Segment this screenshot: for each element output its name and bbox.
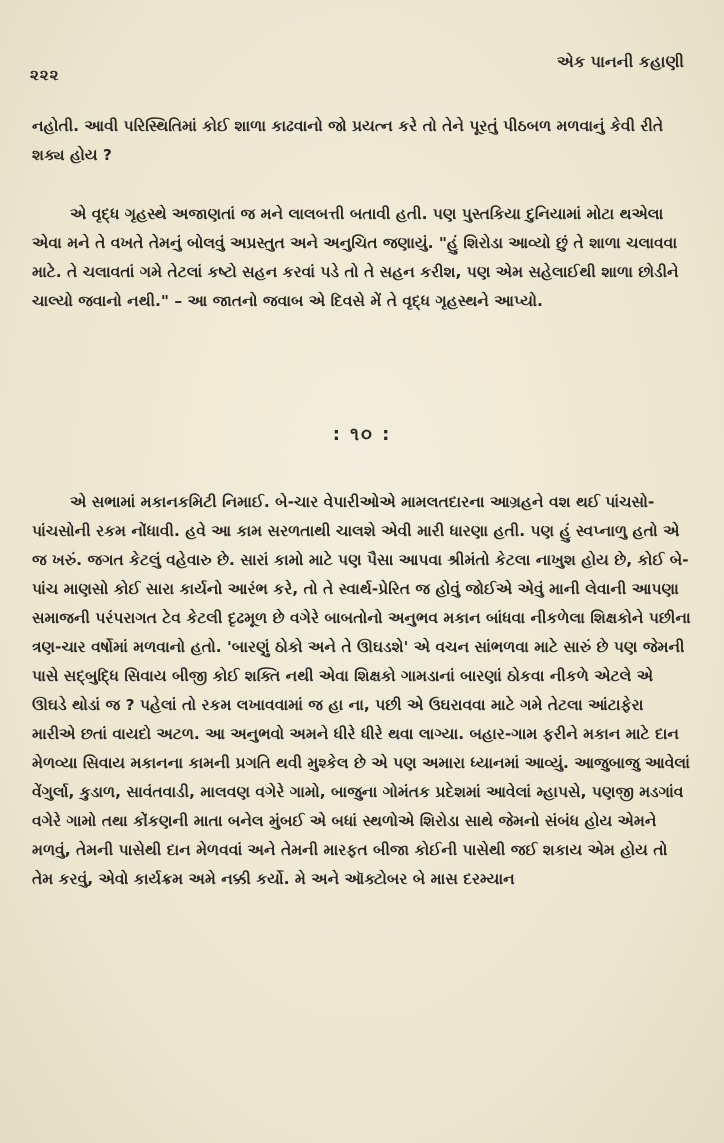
page-number: ૨૨૨ [30, 66, 60, 84]
running-head: એક પાનની કહાણી [556, 52, 684, 71]
section-number: : ૧૦ : [332, 424, 392, 445]
paragraph-reply: એ વૃદ્ધ ગૃહસ્થે અજાણતાં જ મને લાલબત્તી બતાવી હતી. પણ પુસ્તકિયા દુનિયામાં મોટા થએલા એવા મને તે વખતે તેમનું બોલવું અપ્રસ્તુત અને અનુચિત જણાયું. "હું શિરોડા આવ્યો છું તે શાળા ચલાવવા માટે. તે ચલાવતાં ગમે તેટલાં કષ્ટો સહન કરવાં પડે તો તે સહન કરીશ, પણ એમ સહેલાઈથી શાળા છોડીને ચાલ્યો જવાનો નથી." – આ જાતનો જવાબ એ દિવસે મેં તે વૃદ્ધ ગૃહસ્થને આપ્યો. [32, 205, 679, 310]
paragraph-committee: એ સભામાં મકાનકમિટી નિમાઈ. બે-ચાર વેપારીઓએ મામલતદારના આગ્રહને વશ થઈ પાંચસો-પાંચસોની રકમ નોંધાવી. હવે આ કામ સરળતાથી ચાલશે એવી મારી ધારણા હતી. પણ હું સ્વપ્નાળુ હતો એ જ ખરું. જગત કેટલું વહેવારુ છે. સારાં કામો માટે પણ પૈસા આપવા શ્રીમંતો કેટલા નાખુશ હોય છે, કોઈ બે-પાંચ માણસો કોઈ સારા કાર્યનો આરંભ કરે, તો તે સ્વાર્થ-પ્રેરિત જ હોવું જોઈએ એવું માની લેવાની આપણા સમાજની પરંપરાગત ટેવ કેટલી દૃઢમૂળ છે વગેરે બાબતોનો અનુભવ મકાન બાંધવા નીકળેલા શિક્ષકોને પછીના ત્રણ-ચાર વર્ષોમાં મળવાનો હતો. 'બારણું ઠોકો અને તે ઊઘડશે' એ વચન સાંભળવા માટે સારું છે પણ જેમની પાસે સદ્બુદ્ધિ સિવાય બીજી કોઈ શક્તિ નથી એવા શિક્ષકો ગામડાનાં બારણાં ઠોકવા નીકળે એટલે એ ઊઘડે થોડાં જ ? પહેલાં તો રકમ લખાવવામાં જ હા ના, પછી એ ઉઘરાવવા માટે ગમે તેટલા આંટાફેરા મારીએ છતાં વાયદો અટળ. આ અનુભવો અમને ધીરે ધીરે થવા લાગ્યા. બહાર-ગામ ફરીને મકાન માટે દાન મેળવ્યા સિવાય મકાનના કામની પ્રગતિ થવી મુશ્કેલ છે એ પણ અમારા ધ્યાનમાં આવ્યું. આજુબાજુ આવેલાં વેંગુર્લા, કુડાળ, સાવંતવાડી, માલવણ વગેરે ગામો, બાજુના ગોમંતક પ્રદેશમાં આવેલાં મ્હાપસે, પણજી મડગાંવ વગેરે ગામો તથા કોંકણની માતા બનેલ મુંબઈ એ બધાં સ્થળોએ શિરોડા સાથે જેમનો સંબંધ હોય એમને મળવું, તેમની પાસેથી દાન મેળવવાં અને તેમની મારફત બીજા કોઈની પાસેથી જઈ શકાય એમ હોય તો તેમ કરવું, એવો કાર્યક્રમ અમે નક્કી કર્યો. મે અને ઑક્ટોબર બે માસ દરમ્યાન [32, 493, 691, 888]
paragraph-continued: નહોતી. આવી પરિસ્થિતિમાં કોઈ શાળા કાઢવાનો જો પ્રયત્ન કરે તો તેને પૂરતું પીઠબળ મળવાનું કેવી રીતે શક્ય હોય ? [32, 117, 664, 164]
